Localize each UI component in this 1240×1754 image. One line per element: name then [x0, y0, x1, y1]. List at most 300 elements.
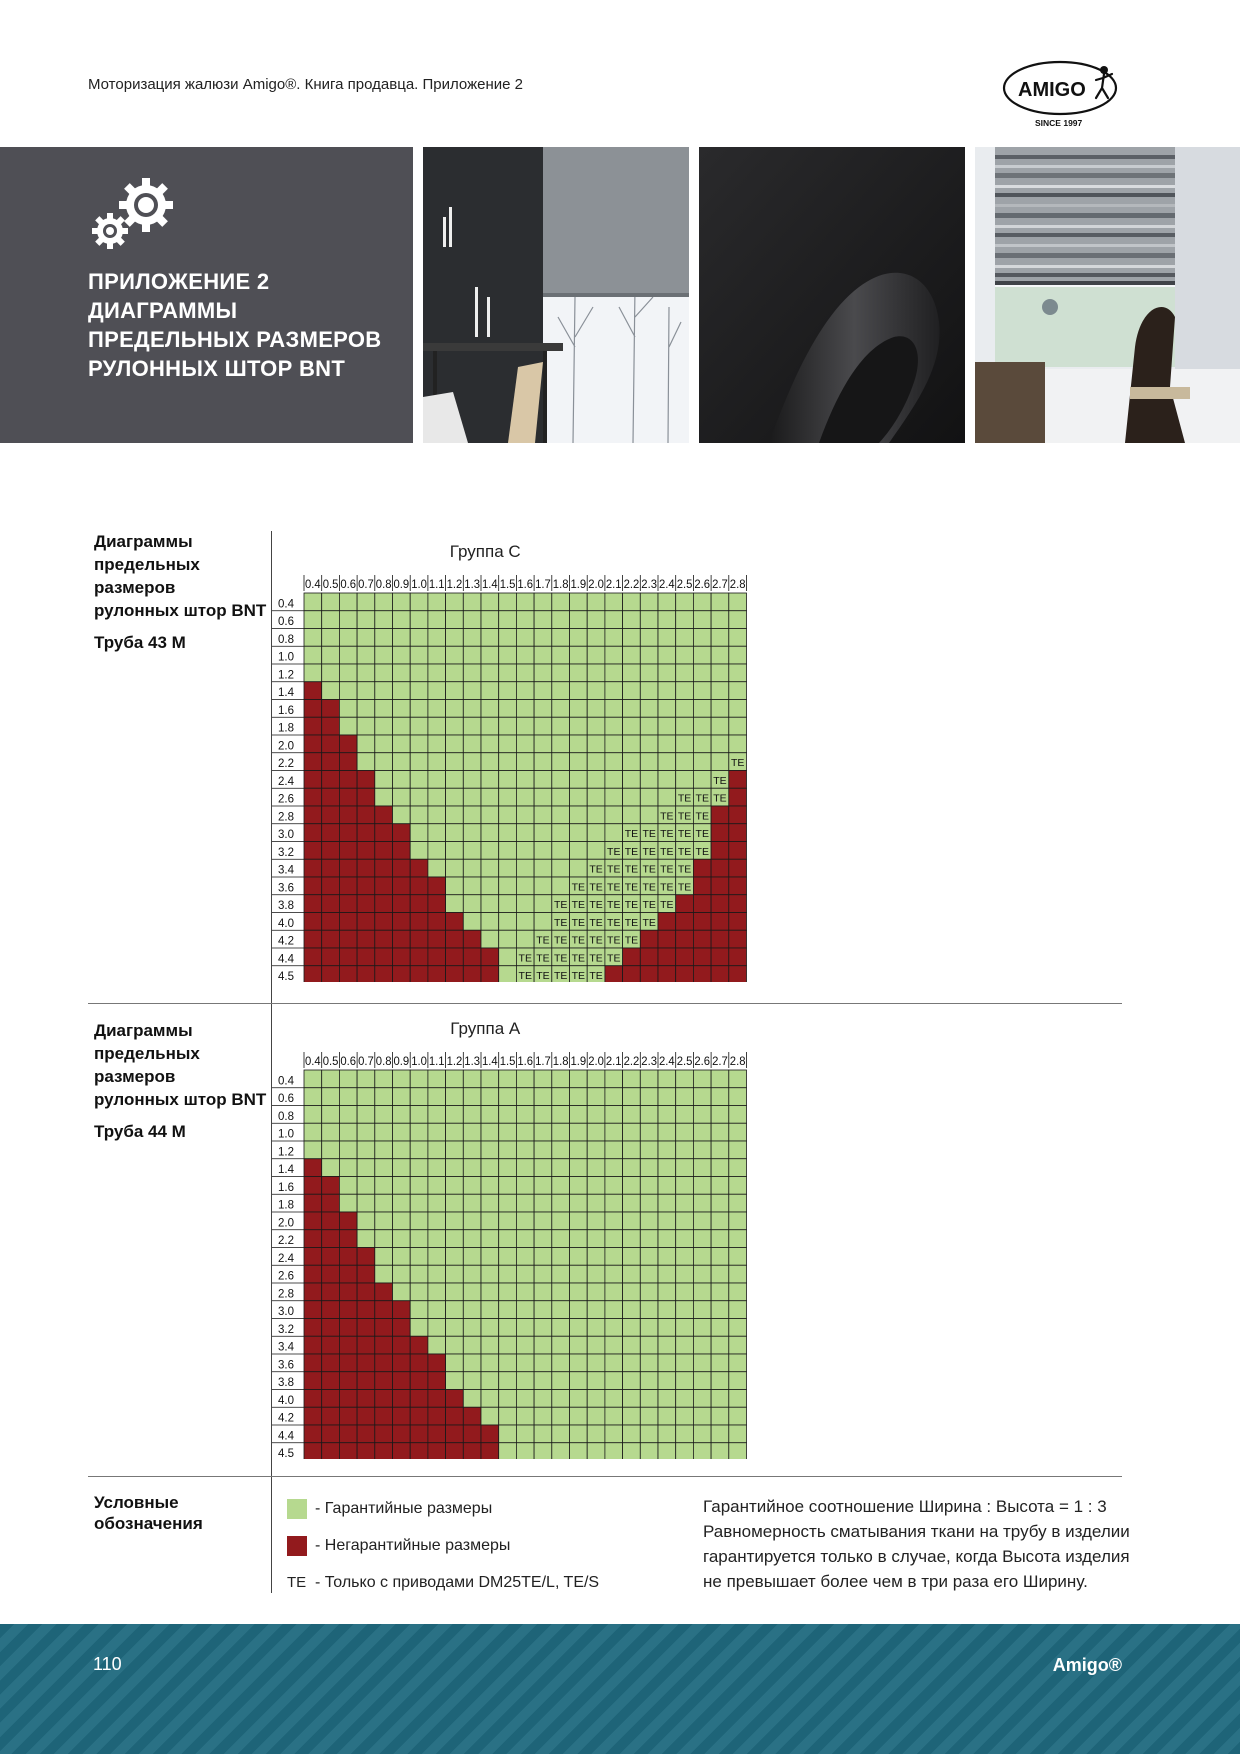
guaranteed-cell [729, 593, 747, 611]
non-guaranteed-cell [393, 824, 411, 842]
guaranteed-cell [658, 1230, 676, 1248]
guaranteed-cell [446, 1354, 464, 1372]
guaranteed-cell [446, 877, 464, 895]
guaranteed-cell [570, 629, 588, 647]
non-guaranteed-cell [357, 1372, 375, 1390]
guaranteed-cell [711, 1141, 729, 1159]
guaranteed-cell [446, 611, 464, 629]
non-guaranteed-cell [463, 1443, 481, 1459]
guaranteed-cell [446, 646, 464, 664]
guaranteed-cell [339, 629, 357, 647]
guaranteed-cell [711, 1159, 729, 1177]
guaranteed-cell [676, 753, 694, 771]
non-guaranteed-cell [322, 859, 340, 877]
guaranteed-cell [428, 717, 446, 735]
guaranteed-cell [481, 1319, 499, 1337]
non-guaranteed-cell [339, 1248, 357, 1266]
guaranteed-cell [640, 1159, 658, 1177]
hero-banner [0, 147, 1240, 443]
guaranteed-cell [640, 753, 658, 771]
banner-title-line: ПРЕДЕЛЬНЫХ РАЗМЕРОВ [88, 327, 382, 352]
guaranteed-cell [605, 1443, 623, 1459]
column-label: 0.4 [305, 579, 322, 591]
te-label: TE [607, 916, 621, 929]
guaranteed-cell [516, 1177, 534, 1195]
guaranteed-cell [605, 1265, 623, 1283]
guaranteed-cell [446, 1123, 464, 1141]
non-guaranteed-cell [375, 1425, 393, 1443]
guaranteed-cell [446, 895, 464, 913]
non-guaranteed-cell [304, 1212, 322, 1230]
te-label: TE [589, 899, 603, 911]
guaranteed-cell [322, 664, 340, 682]
guaranteed-cell [587, 1425, 605, 1443]
non-guaranteed-cell [339, 1212, 357, 1230]
guaranteed-cell [499, 1407, 517, 1425]
row-label: 1.8 [278, 722, 294, 735]
guaranteed-cell [605, 593, 623, 611]
non-guaranteed-cell [304, 1194, 322, 1212]
te-label: TE [571, 916, 586, 929]
column-label: 2.2 [623, 579, 640, 591]
guaranteed-cell [552, 1301, 570, 1319]
guaranteed-cell [410, 646, 428, 664]
guaranteed-cell [481, 1159, 499, 1177]
guaranteed-cell [428, 1123, 446, 1141]
guaranteed-cell [499, 682, 517, 700]
non-guaranteed-cell [357, 1425, 375, 1443]
row-label: 1.6 [278, 704, 294, 717]
guaranteed-cell [534, 1141, 552, 1159]
size-limit-chart-group-a [270, 1013, 760, 1459]
guaranteed-cell [676, 1106, 694, 1124]
guaranteed-cell [481, 771, 499, 789]
non-guaranteed-cell [322, 877, 340, 895]
guaranteed-cell [375, 664, 393, 682]
guaranteed-cell [534, 1212, 552, 1230]
non-guaranteed-cell [393, 877, 411, 895]
guaranteed-cell [393, 593, 411, 611]
guaranteed-cell [552, 1283, 570, 1301]
row-label: 0.4 [278, 1075, 294, 1088]
guaranteed-cell [640, 1425, 658, 1443]
non-guaranteed-cell [729, 966, 747, 982]
guaranteed-cell [676, 611, 694, 629]
footer-brand: Amigo® [1052, 1655, 1122, 1675]
guaranteed-cell [693, 1283, 711, 1301]
guaranteed-cell [623, 629, 641, 647]
non-guaranteed-cell [322, 735, 340, 753]
guaranteed-cell [410, 735, 428, 753]
te-label: TE [713, 792, 727, 805]
column-label: 2.1 [605, 1056, 622, 1068]
footer-bar [0, 1624, 1240, 1754]
non-guaranteed-cell [393, 1354, 411, 1372]
guaranteed-cell [623, 700, 641, 718]
guaranteed-cell [605, 1177, 623, 1195]
gears-icon [88, 165, 188, 255]
guaranteed-cell [516, 771, 534, 789]
guaranteed-cell [605, 788, 623, 806]
non-guaranteed-cell [339, 877, 357, 895]
guaranteed-cell [393, 735, 411, 753]
guaranteed-cell [446, 1141, 464, 1159]
guaranteed-cell [463, 877, 481, 895]
te-label: TE [660, 810, 674, 823]
non-guaranteed-cell [446, 913, 464, 931]
guaranteed-cell [446, 1283, 464, 1301]
guaranteed-cell [534, 824, 552, 842]
non-guaranteed-cell [729, 930, 747, 948]
te-label: TE [624, 916, 639, 929]
non-guaranteed-cell [322, 700, 340, 718]
guaranteed-cell [587, 1372, 605, 1390]
guaranteed-cell [693, 1372, 711, 1390]
guaranteed-cell [570, 1088, 588, 1106]
non-guaranteed-cell [729, 824, 747, 842]
guaranteed-cell [393, 788, 411, 806]
non-guaranteed-cell [322, 771, 340, 789]
column-label: 2.2 [623, 1056, 640, 1068]
column-label: 1.2 [446, 1056, 463, 1068]
guaranteed-cell [357, 629, 375, 647]
guaranteed-cell [534, 859, 552, 877]
guaranteed-cell [623, 611, 641, 629]
guaranteed-cell [623, 753, 641, 771]
guaranteed-cell [552, 1159, 570, 1177]
guaranteed-cell [693, 664, 711, 682]
te-label: TE [571, 934, 586, 947]
guaranteed-cell [534, 1336, 552, 1354]
guaranteed-cell [375, 1230, 393, 1248]
non-guaranteed-cell [339, 1425, 357, 1443]
guaranteed-cell [499, 1141, 517, 1159]
guaranteed-cell [499, 1372, 517, 1390]
guaranteed-cell [481, 1265, 499, 1283]
guaranteed-cell [463, 646, 481, 664]
column-label: 1.9 [570, 1056, 587, 1068]
non-guaranteed-cell [375, 1372, 393, 1390]
non-guaranteed-cell [410, 930, 428, 948]
guaranteed-cell [322, 1159, 340, 1177]
guaranteed-cell [623, 1319, 641, 1337]
guaranteed-cell [481, 788, 499, 806]
guaranteed-cell [693, 646, 711, 664]
guaranteed-cell [623, 1123, 641, 1141]
column-label: 2.8 [729, 579, 746, 591]
guaranteed-cell [499, 913, 517, 931]
guaranteed-cell [499, 1265, 517, 1283]
non-guaranteed-cell [711, 859, 729, 877]
guaranteed-cell [446, 593, 464, 611]
guaranteed-cell [516, 629, 534, 647]
non-guaranteed-cell [676, 966, 694, 982]
guaranteed-cell [481, 646, 499, 664]
non-guaranteed-cell [693, 877, 711, 895]
row-label: 1.2 [278, 669, 294, 682]
guaranteed-cell [393, 753, 411, 771]
guaranteed-cell [570, 1159, 588, 1177]
guaranteed-cell [587, 1248, 605, 1266]
non-guaranteed-cell [304, 1407, 322, 1425]
non-guaranteed-cell [339, 1283, 357, 1301]
non-guaranteed-cell [375, 1354, 393, 1372]
guaranteed-cell [393, 771, 411, 789]
guaranteed-cell [304, 611, 322, 629]
guaranteed-cell [623, 1070, 641, 1088]
guaranteed-cell [640, 1106, 658, 1124]
non-guaranteed-cell [375, 806, 393, 824]
non-guaranteed-cell [322, 913, 340, 931]
section-label-line: размеров [94, 578, 176, 597]
te-label: TE [607, 899, 621, 911]
guaranteed-cell [711, 1088, 729, 1106]
non-guaranteed-cell [357, 1336, 375, 1354]
guaranteed-cell [516, 593, 534, 611]
banner-title-panel [0, 147, 413, 443]
non-guaranteed-cell [375, 859, 393, 877]
guaranteed-cell [623, 1283, 641, 1301]
guaranteed-cell [658, 1159, 676, 1177]
non-guaranteed-cell [410, 859, 428, 877]
guaranteed-cell [339, 1141, 357, 1159]
guaranteed-cell [357, 1070, 375, 1088]
guaranteed-cell [516, 1390, 534, 1408]
non-guaranteed-cell [304, 735, 322, 753]
non-guaranteed-cell [393, 895, 411, 913]
guaranteed-cell [304, 1106, 322, 1124]
guaranteed-cell [587, 1159, 605, 1177]
guaranteed-cell [605, 1319, 623, 1337]
guaranteed-cell [605, 1212, 623, 1230]
te-label: TE [607, 863, 621, 876]
guaranteed-cell [428, 824, 446, 842]
guaranteed-cell [729, 717, 747, 735]
guaranteed-cell [587, 1265, 605, 1283]
guaranteed-cell [322, 1088, 340, 1106]
guaranteed-cell [658, 1319, 676, 1337]
guaranteed-cell [658, 1123, 676, 1141]
guaranteed-cell [676, 735, 694, 753]
column-label: 1.0 [411, 1056, 427, 1068]
guaranteed-cell [570, 1248, 588, 1266]
non-guaranteed-cell [304, 966, 322, 982]
guaranteed-cell [516, 1070, 534, 1088]
guaranteed-cell [729, 735, 747, 753]
guaranteed-cell [658, 1212, 676, 1230]
row-label: 3.0 [278, 829, 294, 841]
guaranteed-cell [676, 1390, 694, 1408]
guaranteed-cell [570, 1336, 588, 1354]
te-label: TE [642, 828, 656, 840]
guaranteed-cell [375, 1106, 393, 1124]
guaranteed-cell [446, 824, 464, 842]
guaranteed-cell [587, 700, 605, 718]
guaranteed-cell [393, 1265, 411, 1283]
non-guaranteed-cell [339, 788, 357, 806]
non-guaranteed-cell [410, 1425, 428, 1443]
guaranteed-cell [570, 646, 588, 664]
guaranteed-cell [570, 1106, 588, 1124]
non-guaranteed-cell [357, 824, 375, 842]
column-label: 0.9 [393, 579, 410, 591]
non-guaranteed-cell [304, 806, 322, 824]
guaranteed-cell [481, 700, 499, 718]
guaranteed-cell [446, 682, 464, 700]
column-label: 1.3 [464, 1056, 480, 1068]
non-guaranteed-cell [463, 1407, 481, 1425]
guaranteed-cell [499, 593, 517, 611]
te-label: TE [677, 828, 692, 840]
guaranteed-cell [676, 1301, 694, 1319]
non-guaranteed-cell [357, 806, 375, 824]
column-label: 1.5 [499, 1056, 516, 1068]
non-guaranteed-cell [304, 859, 322, 877]
guaranteed-cell [711, 1123, 729, 1141]
guaranteed-cell [428, 1194, 446, 1212]
guaranteed-cell [640, 1088, 658, 1106]
guaranteed-cell [516, 1319, 534, 1337]
guaranteed-cell [481, 877, 499, 895]
guaranteed-cell [623, 1141, 641, 1159]
guaranteed-cell [446, 842, 464, 860]
column-label: 1.6 [517, 579, 534, 591]
guaranteed-cell [729, 1070, 747, 1088]
non-guaranteed-cell [446, 948, 464, 966]
non-guaranteed-cell [357, 1354, 375, 1372]
guaranteed-cell [463, 1088, 481, 1106]
document-title: Моторизация жалюзи Amigo®. Книга продавца. Приложение 2 [88, 76, 523, 93]
non-guaranteed-cell [393, 859, 411, 877]
guaranteed-cell [446, 753, 464, 771]
guaranteed-cell [516, 1212, 534, 1230]
guaranteed-cell [711, 1248, 729, 1266]
guaranteed-cell [623, 788, 641, 806]
guaranteed-cell [516, 646, 534, 664]
guaranteed-cell [499, 1230, 517, 1248]
non-guaranteed-cell [393, 1319, 411, 1337]
guaranteed-cell [570, 717, 588, 735]
guaranteed-cell [623, 717, 641, 735]
column-label: 1.0 [411, 579, 427, 591]
non-guaranteed-cell [481, 948, 499, 966]
guaranteed-cell [729, 1443, 747, 1459]
guaranteed-cell [640, 1390, 658, 1408]
non-guaranteed-cell [304, 842, 322, 860]
guaranteed-cell [357, 1141, 375, 1159]
guaranteed-cell [446, 700, 464, 718]
guaranteed-cell [676, 646, 694, 664]
guaranteed-cell [410, 1141, 428, 1159]
guaranteed-cell [446, 735, 464, 753]
guaranteed-cell [428, 1106, 446, 1124]
guaranteed-cell [463, 1159, 481, 1177]
non-guaranteed-cell [322, 1177, 340, 1195]
guaranteed-cell [534, 646, 552, 664]
guaranteed-cell [516, 788, 534, 806]
guaranteed-cell [693, 1123, 711, 1141]
guaranteed-cell [463, 1283, 481, 1301]
guaranteed-cell [463, 1212, 481, 1230]
non-guaranteed-cell [322, 1230, 340, 1248]
guaranteed-cell [481, 593, 499, 611]
guaranteed-cell [499, 877, 517, 895]
guaranteed-cell [428, 1265, 446, 1283]
guaranteed-cell [711, 664, 729, 682]
guaranteed-cell [410, 1212, 428, 1230]
non-guaranteed-cell [393, 1443, 411, 1459]
guaranteed-cell [357, 664, 375, 682]
guaranteed-cell [676, 700, 694, 718]
guaranteed-cell [516, 1354, 534, 1372]
guaranteed-cell [428, 1212, 446, 1230]
guaranteed-cell [693, 682, 711, 700]
guaranteed-cell [534, 629, 552, 647]
guaranteed-cell [534, 1230, 552, 1248]
guaranteed-cell [410, 1230, 428, 1248]
te-label: TE [677, 845, 692, 858]
guaranteed-cell [393, 1123, 411, 1141]
guaranteed-cell [499, 1212, 517, 1230]
guaranteed-cell [552, 1443, 570, 1459]
te-label: TE [642, 899, 656, 911]
non-guaranteed-cell [322, 824, 340, 842]
non-guaranteed-cell [304, 1425, 322, 1443]
guaranteed-cell [375, 1194, 393, 1212]
guaranteed-cell [357, 1088, 375, 1106]
guaranteed-cell [676, 1141, 694, 1159]
guaranteed-cell [339, 1106, 357, 1124]
guaranteed-cell [658, 682, 676, 700]
column-label: 1.6 [517, 1056, 534, 1068]
te-label: TE [624, 899, 639, 911]
non-guaranteed-cell [339, 1407, 357, 1425]
te-label: TE [607, 934, 621, 947]
guaranteed-cell [711, 717, 729, 735]
guaranteed-cell [587, 1141, 605, 1159]
guaranteed-cell [339, 1123, 357, 1141]
row-label: 1.0 [278, 1128, 294, 1141]
guaranteed-cell [570, 1372, 588, 1390]
non-guaranteed-cell [357, 1248, 375, 1266]
non-guaranteed-cell [463, 1425, 481, 1443]
te-label: TE [571, 952, 586, 965]
guaranteed-cell [587, 593, 605, 611]
te-label: TE [589, 881, 603, 894]
guaranteed-cell [428, 1248, 446, 1266]
guaranteed-cell [339, 1070, 357, 1088]
non-guaranteed-cell [605, 966, 623, 982]
guaranteed-cell [623, 682, 641, 700]
guaranteed-cell [570, 682, 588, 700]
guaranteed-cell [711, 629, 729, 647]
guaranteed-cell [446, 1070, 464, 1088]
guaranteed-cell [552, 611, 570, 629]
row-label: 0.8 [278, 633, 294, 646]
guaranteed-cell [658, 1106, 676, 1124]
guaranteed-cell [552, 1141, 570, 1159]
row-label: 3.2 [278, 1323, 294, 1336]
guaranteed-cell [729, 1265, 747, 1283]
non-guaranteed-cell [304, 1319, 322, 1337]
guaranteed-cell [658, 1425, 676, 1443]
guaranteed-cell [570, 735, 588, 753]
guaranteed-cell [640, 646, 658, 664]
guaranteed-cell [640, 1407, 658, 1425]
guaranteed-cell [304, 593, 322, 611]
non-guaranteed-cell [322, 1212, 340, 1230]
guaranteed-cell [676, 1354, 694, 1372]
